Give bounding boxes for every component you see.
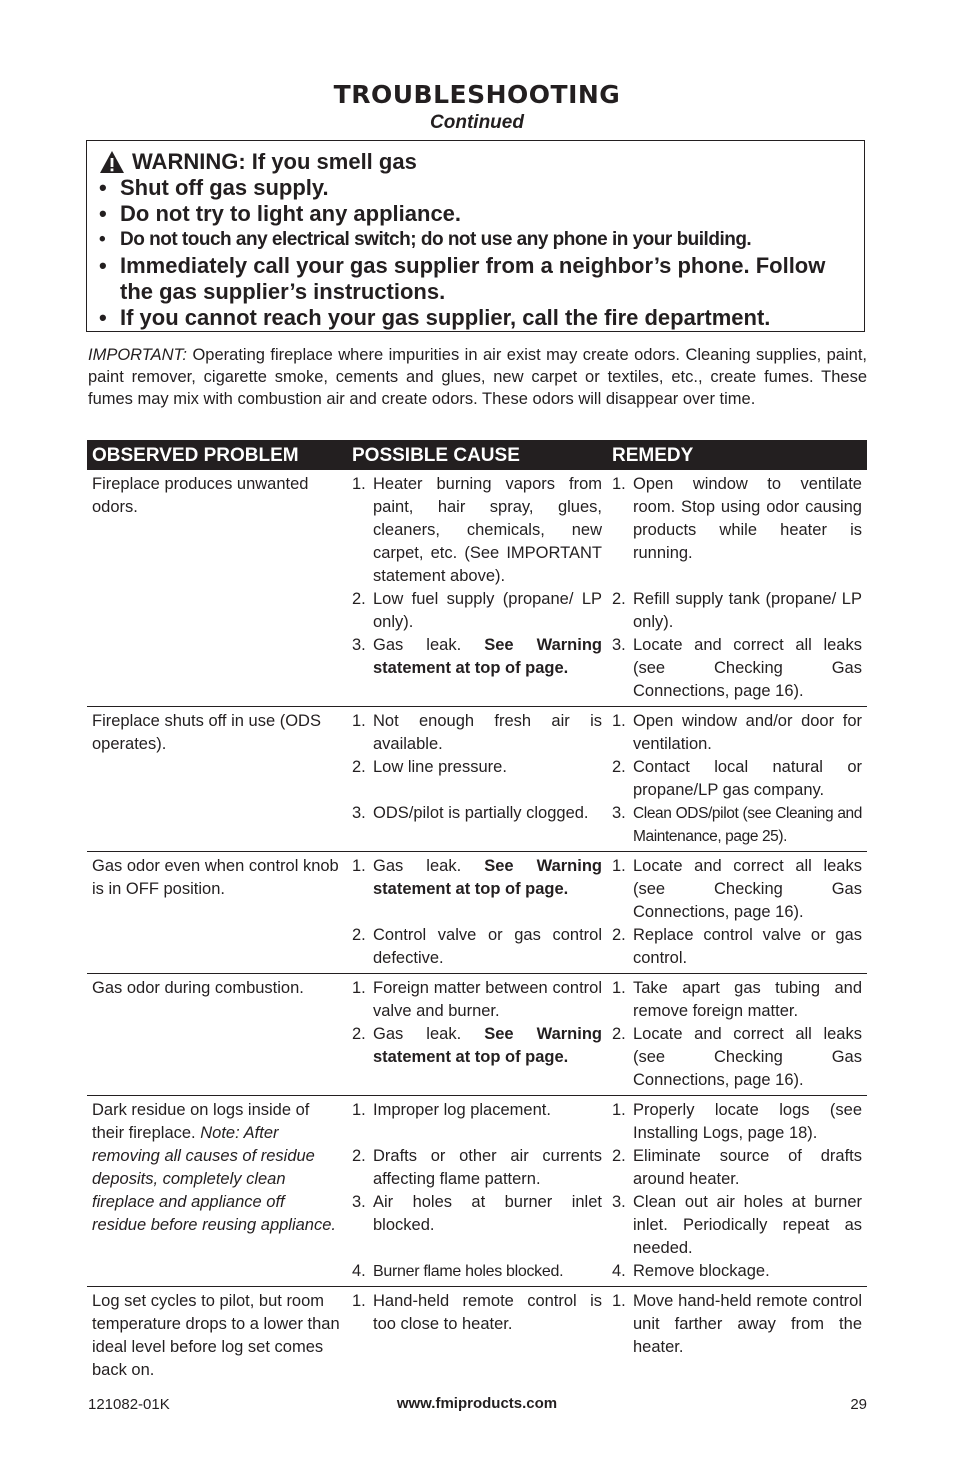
table-row	[87, 470, 867, 707]
cause-cell: 1. Not enough fresh air is available. 2. Low line pressure. 3. ODS/pilot is partially clogged.	[347, 707, 607, 852]
important-text: Operating fireplace where impurities in air exist may create odors. Cleaning supplies, paint, paint remover, cigarette smoke, cements and glues, new carpet or textiles, etc., create fumes. These fumes may mix with combustion air and create odors. These odors will disappear over time.	[88, 346, 867, 408]
remedy-cell: 1. Properly locate logs (see Installing Logs, page 18). 2. Eliminate source of drafts around heater. 3. Clean out air holes at burner inlet. Periodically repeat as needed. 4. Remove blockage.	[607, 1096, 867, 1287]
remedy-cell: 1. Move hand-held remote control unit farther away from the heater.	[612, 1292, 862, 1356]
problem-cell: Gas odor even when control knob is in OFF position.	[87, 852, 347, 974]
table-row	[87, 1287, 867, 1386]
page-title: TROUBLESHOOTING	[333, 80, 621, 109]
table-row	[87, 852, 867, 974]
important-note	[88, 344, 867, 410]
column-header-remedy: REMEDY	[607, 440, 867, 470]
cause-cell: 1. Improper log placement. 2. Drafts or other air currents affecting flame pattern. 3. Air holes at burner inlet blocked. 4. Burner flame holes blocked.	[347, 1096, 607, 1287]
cause-cell: 1. Heater burning vapors from paint, hair spray, glues, cleaners, chemicals, new carpet, etc. (See IMPORTANT statement above). 2. Low fuel supply (propane/ LP only). 3. Gas leak. See Warning statement at top of page.	[347, 470, 607, 707]
cause-cell: 1. Gas leak. See Warning statement at top of page. 2. Control valve or gas control defective.	[347, 852, 607, 974]
page-subtitle: Continued	[430, 112, 524, 133]
remedy-cell: 1. Open window and/or door for ventilation. 2. Contact local natural or propane/LP gas company. 3. Clean ODS/pilot (see Cleaning and Maintenance, page 25).	[607, 707, 867, 852]
cause-cell: 1. Foreign matter between control valve and burner. 2. Gas leak. See Warning statement at top of page.	[347, 974, 607, 1096]
remedy-cell: 1. Take apart gas tubing and remove foreign matter. 2. Locate and correct all leaks (see Checking Gas Connections, page 16).	[607, 974, 867, 1096]
problem-cell: Fireplace produces unwanted odors.	[87, 470, 347, 707]
problem-note: Note: After removing all causes of residue deposits, completely clean fireplace and appliance off residue before reusing appliance.	[92, 1124, 336, 1234]
remedy-cell: 1. Open window to ventilate room. Stop using odor causing products while heater is running. 2. Refill supply tank (propane/ LP only). 3. Locate and correct all leaks (see Checking Gas Connections, page 16).	[607, 470, 867, 707]
warning-bullet: • If you cannot reach your gas supplier, call the fire department.	[99, 305, 771, 330]
problem-cell	[87, 1096, 347, 1287]
warning-bullet: • Do not try to light any appliance.	[99, 201, 462, 226]
troubleshooting-table	[87, 440, 867, 1385]
problem-cell: Fireplace shuts off in use (ODS operates).	[87, 707, 347, 852]
remedy-cell: 1. Locate and correct all leaks (see Checking Gas Connections, page 16). 2. Replace control valve or gas control.	[607, 852, 867, 974]
column-header-cause: POSSIBLE CAUSE	[347, 440, 607, 470]
website-url: www.fmiproducts.com	[396, 1395, 558, 1412]
warning-bullet: • Do not touch any electrical switch; do not use any phone in your building.	[99, 229, 752, 250]
page-number: 29	[850, 1396, 867, 1413]
warning-heading: WARNING: If you smell gas	[132, 149, 417, 174]
table-row	[87, 974, 867, 1096]
problem-cell: Log set cycles to pilot, but room temperature drops to a lower than ideal level before log set comes back on.	[92, 1292, 340, 1379]
warning-list	[99, 175, 852, 331]
problem-text: Dark residue on logs inside of their fireplace.	[92, 1101, 310, 1142]
table-row	[87, 707, 867, 852]
important-lead: IMPORTANT:	[88, 346, 187, 364]
warning-heading-row	[99, 149, 852, 175]
column-header-problem: OBSERVED PROBLEM	[87, 440, 347, 470]
warning-triangle-icon	[99, 150, 125, 174]
problem-cell: Gas odor during combustion.	[87, 974, 347, 1096]
cause-cell: 1. Hand-held remote control is too close to heater.	[352, 1292, 602, 1333]
warning-bullet: • Immediately call your gas supplier from a neighbor’s phone. Follow the gas supplier’s instructions.	[99, 253, 826, 304]
doc-number: 121082-01K	[88, 1396, 170, 1413]
warning-box	[86, 140, 865, 332]
table-row	[87, 1096, 867, 1287]
warning-bullet: • Shut off gas supply.	[99, 175, 329, 200]
